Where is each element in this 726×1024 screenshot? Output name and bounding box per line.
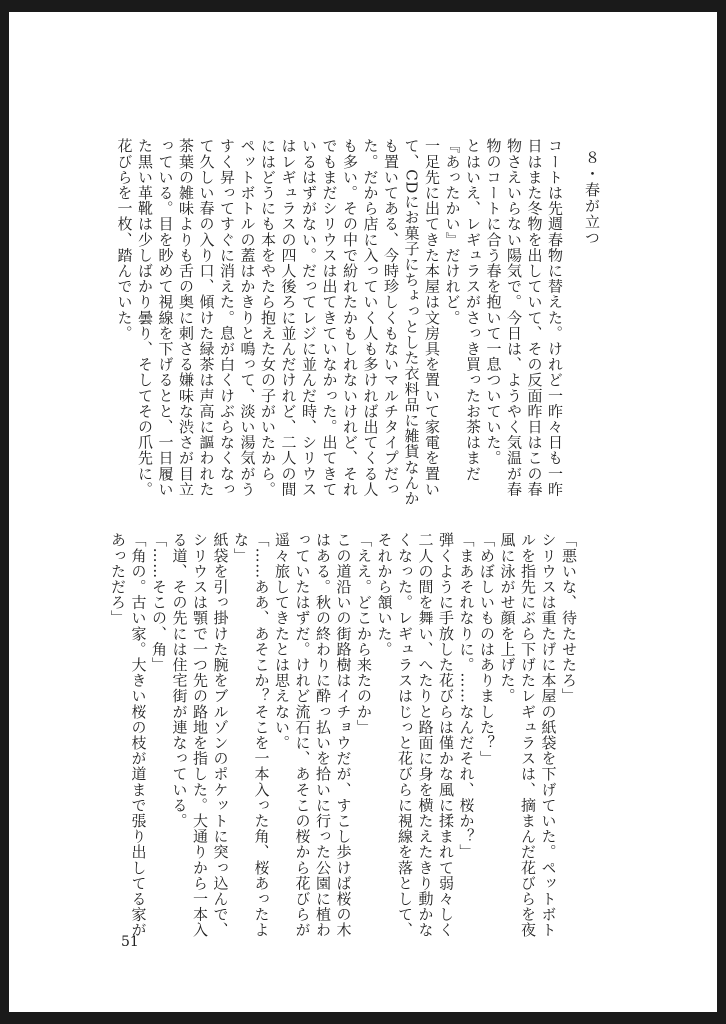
- paragraph: 「悪いな、待たせたろ」: [560, 532, 578, 704]
- paragraph: 「……ああ、あそこか？そこを一本入った角、桜あったよな」: [232, 532, 271, 938]
- paragraph: 弾くように手放した花びらは僅かな風に揉まれて弱々しく二人の間を舞い、へたりと路面に身を横たえたきり動かなくなった。レギュラスはじっと花びらに視線を落として、それから頷いた。: [375, 532, 455, 938]
- upper-text-block: [115, 138, 565, 510]
- chapter-title: ８・春が立つ: [583, 150, 601, 246]
- page-number: 51: [121, 934, 139, 950]
- paragraph: 「めぼしいものはありました？」: [478, 532, 496, 766]
- paragraph: 「まあそれなりに。……なんだそれ、桜か？」: [457, 532, 476, 860]
- paragraph: 紙袋を引っ掛けた腕をブルゾンのポケットに突っ込んで、シリウスは顎で一つ先の路地を指した。大通りから一本入る道、その先には住宅街が連なっている。: [170, 532, 230, 938]
- paragraph: とはいえ、レギュラスがさっき買ったお茶はまだ『あったかい』だけれど。: [443, 138, 482, 482]
- paragraph: 「ええ。どこから来たのか」: [355, 532, 373, 735]
- lower-text-block: [109, 532, 579, 947]
- paragraph: 「……そこの、角」: [150, 532, 168, 673]
- paragraph: この道沿いの街路樹はイチョウだが、すこし歩けば桜の木はある。秋の終わりに酔っ払いを拾いに行った公園に植わっていたはずだ。けれど流石に、あそこの桜から花びらが遥々旅してきたとは思えない。: [273, 532, 353, 938]
- paragraph: 花びらを一枚、踏んでいた。: [115, 138, 134, 341]
- book-page: [9, 12, 717, 1012]
- paragraph: ペットボトルの蓋はかきりと鳴って、淡い湯気がうすく昇ってすぐに消えた。息が白くけぶらなくなって久しい春の入り口、傾けた緑茶は声高に謳われた茶葉の雑味よりも舌の奥に刺さる嫌味な渋さが目立っている。目を眇めて視線を下げるとと、一日履いた黒い革靴は少しばかり曇り、そしてその爪先に。: [136, 138, 257, 497]
- paragraph: シリウスは重たげに本屋の紙袋を下げていた。ペットボトルを指先にぶら下げたレギュラスは、摘まんだ花びらを夜風に泳がせ顔を上げた。: [498, 532, 558, 938]
- paragraph: 「角の。古い家。大きい桜の枝が道まで張り出してる家があっただろ」: [109, 532, 148, 938]
- paragraph: 一足先に出てきた本屋は文房具を置いて家電を置いて、CDにお菓子にちょっとした衣料品に雑貨なんかも置いてある、今時珍しくもないマルチタイプだった。だから店に入っていく人も多ければ出てくる人も多い。その中で紛れたかもしれないけれど、それでもまだシリウスは出てきていなかった。出てきているはずがない。だってレジに並んだ時、シリウスはレギュラスの四人後ろに並んだけれど、二人の間にはどうにも本をやたら抱えた女の子がいたから。: [259, 138, 441, 506]
- paragraph: コートは先週春物に替えた。けれど一昨々日も一昨日はまた冬物を出していて、その反面昨日はこの春物さえいらない陽気で。今日は、ようやく気温が春物のコートに合う春を抱いて一息ついていた。: [484, 138, 564, 497]
